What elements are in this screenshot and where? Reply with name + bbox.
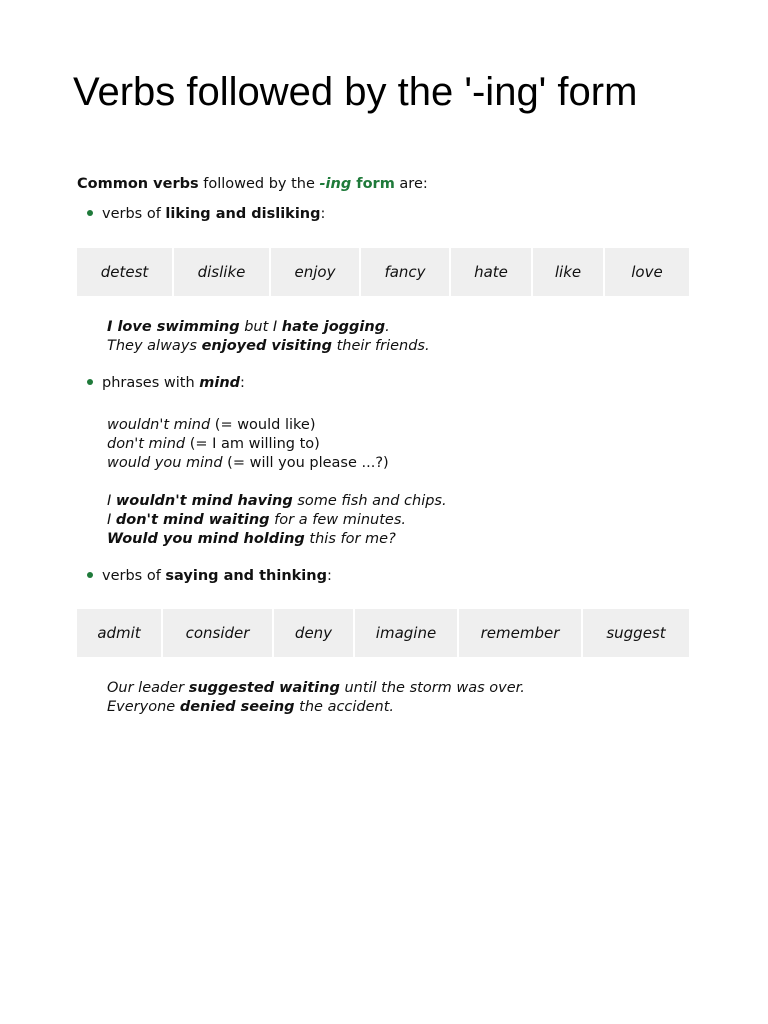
example-sentence: Would you mind holding this for me? [107, 531, 396, 547]
example-sentence: I wouldn't mind having some fish and chips. [107, 493, 447, 509]
verb-cell: enjoy [271, 248, 359, 296]
verb-cell: fancy [361, 248, 449, 296]
verb-cell: love [605, 248, 689, 296]
mind-phrases [107, 416, 389, 473]
bullet-dot-icon [87, 210, 93, 216]
intro-text: Common verbs followed by the -ing form are: [77, 176, 428, 192]
example-sentence: Everyone denied seeing the accident. [107, 699, 395, 715]
example-sentence: Our leader suggested waiting until the storm was over. [107, 680, 525, 696]
verb-cell: suggest [583, 609, 689, 657]
verb-cell: admit [77, 609, 161, 657]
example-sentence: I love swimming but I hate jogging. [107, 319, 390, 335]
example-sentence: I don't mind waiting for a few minutes. [107, 512, 407, 528]
verb-cell: dislike [174, 248, 269, 296]
example-sentence: They always enjoyed visiting their friends. [107, 338, 430, 354]
verb-table-saying [77, 609, 689, 657]
phrase-line: would you mind (= will you please ...?) [107, 455, 389, 471]
verb-cell: consider [163, 609, 272, 657]
examples-mind [107, 492, 447, 549]
phrase-line: wouldn't mind (= would like) [107, 417, 316, 433]
verb-cell: remember [459, 609, 581, 657]
page-title: Verbs followed by the '-ing' form [73, 70, 638, 114]
verb-cell: imagine [355, 609, 457, 657]
verb-cell: detest [77, 248, 172, 296]
verb-cell: hate [451, 248, 531, 296]
verb-table-liking [77, 248, 689, 296]
phrase-line: don't mind (= I am willing to) [107, 436, 320, 452]
bullet-dot-icon [87, 379, 93, 385]
bullet-dot-icon [87, 572, 93, 578]
bullet-mind: phrases with mind: [87, 375, 245, 391]
bullet-liking-disliking: verbs of liking and disliking: [87, 206, 325, 222]
examples-liking [107, 318, 430, 356]
verb-cell: deny [274, 609, 353, 657]
bullet-saying-thinking: verbs of saying and thinking: [87, 568, 332, 584]
examples-saying [107, 679, 525, 717]
verb-cell: like [533, 248, 603, 296]
